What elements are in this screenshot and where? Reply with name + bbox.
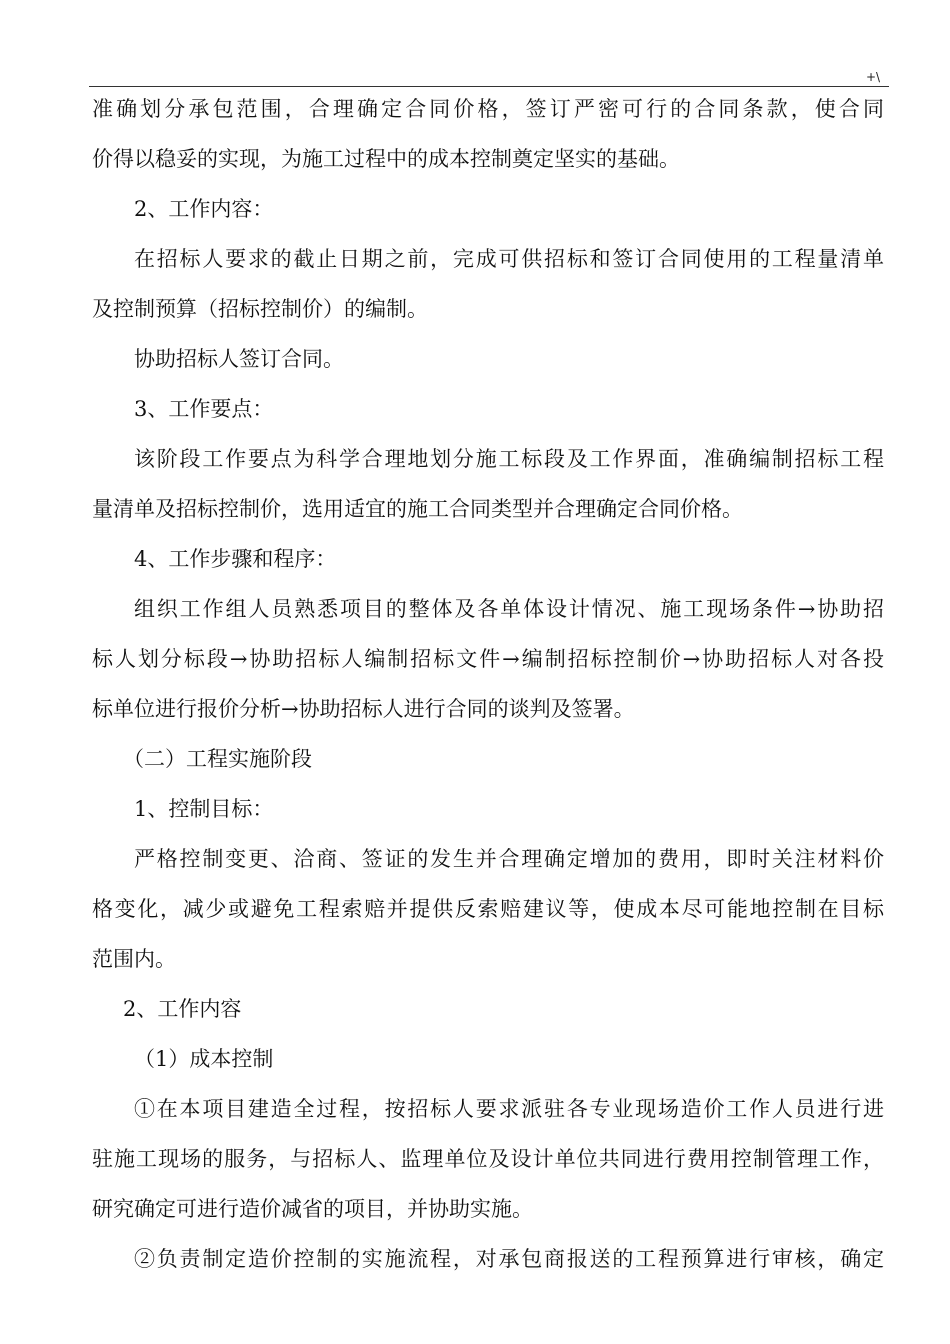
- section-heading: 4、工作步骤和程序：: [134, 547, 337, 571]
- header-mark: +\: [866, 70, 881, 84]
- paragraph-line: 准确划分承包范围，合理确定合同价格，签订严密可行的合同条款，使合同: [92, 97, 884, 121]
- paragraph-line: 标人划分标段→协助招标人编制招标文件→编制招标控制价→协助招标人对各投: [92, 647, 884, 671]
- paragraph-line: 协助招标人签订合同。: [134, 347, 344, 371]
- paragraph-line: ①在本项目建造全过程，按招标人要求派驻各专业现场造价工作人员进行进: [134, 1097, 884, 1121]
- section-heading: 1、控制目标：: [134, 797, 274, 821]
- paragraph-line: 该阶段工作要点为科学合理地划分施工标段及工作界面，准确编制招标工程: [134, 447, 884, 471]
- paragraph-line: 格变化，减少或避免工程索赔并提供反索赔建议等，使成本尽可能地控制在目标: [92, 897, 884, 921]
- paragraph-line: 组织工作组人员熟悉项目的整体及各单体设计情况、施工现场条件→协助招: [134, 597, 884, 621]
- section-heading: 2、工作内容：: [134, 197, 274, 221]
- paragraph-line: 驻施工现场的服务，与招标人、监理单位及设计单位共同进行费用控制管理工作，: [92, 1147, 884, 1171]
- section-heading: （1）成本控制: [134, 1047, 274, 1071]
- section-heading: 2、工作内容: [123, 997, 242, 1021]
- section-heading: 3、工作要点：: [134, 397, 274, 421]
- paragraph-line: 及控制预算（招标控制价）的编制。: [92, 297, 428, 321]
- header-rule: [89, 86, 889, 87]
- paragraph-line: 研究确定可进行造价减省的项目，并协助实施。: [92, 1197, 533, 1221]
- section-heading: （二）工程实施阶段: [123, 747, 312, 771]
- paragraph-line: 范围内。: [92, 947, 176, 971]
- paragraph-line: 严格控制变更、洽商、签证的发生并合理确定增加的费用，即时关注材料价: [134, 847, 884, 871]
- paragraph-line: ②负责制定造价控制的实施流程，对承包商报送的工程预算进行审核，确定: [134, 1247, 884, 1271]
- paragraph-line: 标单位进行报价分析→协助招标人进行合同的谈判及签署。: [92, 697, 635, 721]
- paragraph-line: 在招标人要求的截止日期之前，完成可供招标和签订合同使用的工程量清单: [134, 247, 884, 271]
- paragraph-line: 量清单及招标控制价，选用适宜的施工合同类型并合理确定合同价格。: [92, 497, 743, 521]
- paragraph-line: 价得以稳妥的实现，为施工过程中的成本控制奠定坚实的基础。: [92, 147, 680, 171]
